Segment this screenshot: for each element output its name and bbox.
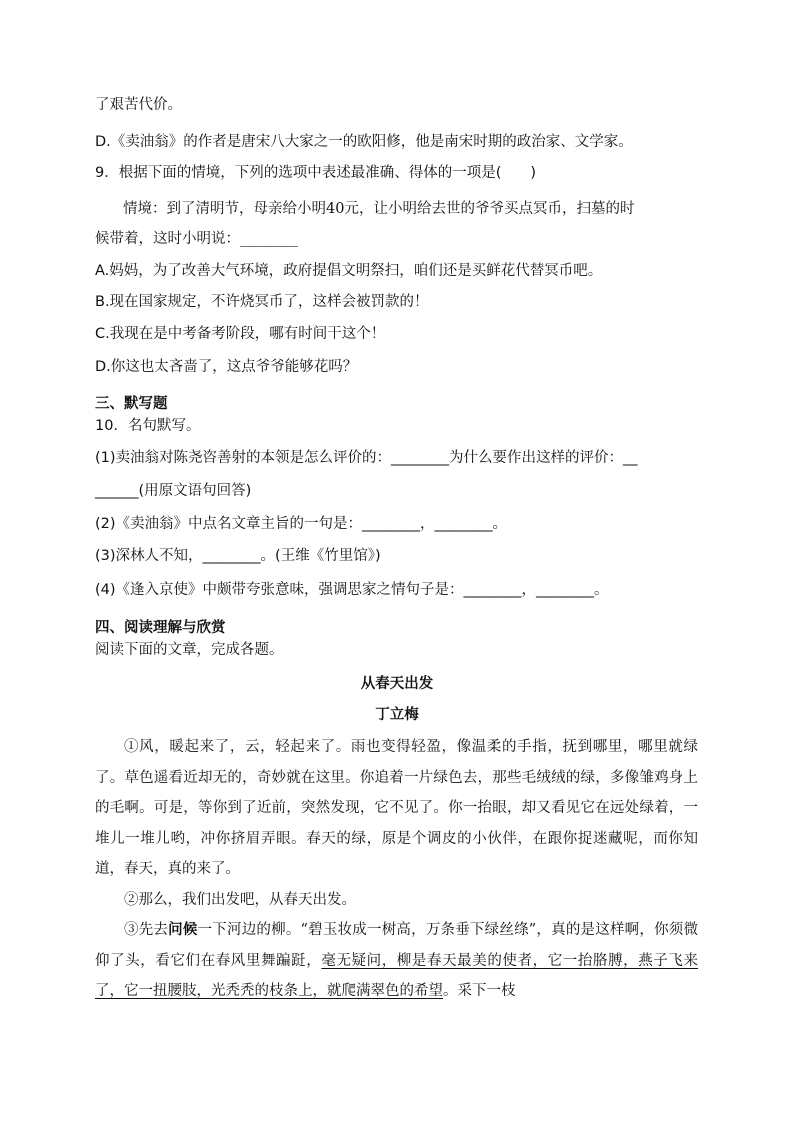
bolded-word: 问候	[168, 921, 198, 938]
article-paragraph-1: ①风，暖起来了，云，轻起来了。雨也变得轻盈，像温柔的手指，抚到哪里，哪里就绿了。草色遥看近却无的，奇妙就在这里。你追着一片绿色去，那些毛绒绒的绿，多像雏鸡身上的毛啊。可是，等你到了近前，突然发现，它不见了。你一抬眼，却又看见它在远处绿着，一堆儿一堆儿哟，冲你挤眉弄眼。春天的绿，原是个调皮的小伙伴，在跟你捉迷藏呢，而你知道，春天，真的来了。	[95, 739, 698, 877]
section-4-heading: 四、阅读理解与欣赏	[95, 620, 226, 636]
article-paragraph-2: ②那么，我们出发吧，从春天出发。	[124, 891, 356, 908]
q8-option-d: D.《卖油翁》的作者是唐宋八大家之一的欧阳修，他是南宋时期的政治家、文学家。	[95, 134, 633, 150]
section-4-instruction: 阅读下面的文章，完成各题。	[95, 642, 284, 658]
paragraph-3-text: 一下河边的柳。“碧玉妆成一树高，万条垂下绿丝绦”，真的是这样啊，你须微仰了头，看它们在春风里舞蹁跹，	[95, 922, 699, 969]
q9-stem: 9．根据下面的情境，下列的选项中表述最准确、得体的一项是( )	[95, 165, 537, 181]
article-paragraph-3	[95, 915, 698, 1007]
q9-context-line-2: 候带着，这时小明说：________	[95, 231, 298, 247]
q10-item-1-line-2: ______(用原文语句回答)	[95, 483, 252, 499]
q10-item-1-line-1: (1)卖油翁对陈尧咨善射的本领是怎么评价的：________为什么要作出这样的评价：__	[95, 450, 638, 466]
q9-option-a: A.妈妈，为了改善大气环境，政府提倡文明祭扫，咱们还是买鲜花代替冥币吧。	[95, 263, 603, 279]
q10-item-2: (2)《卖油翁》中点名文章主旨的一句是：________，________。	[95, 516, 508, 532]
paragraph-3-tail: 。采下一枝	[443, 983, 516, 999]
q10-title: 10．名句默写。	[95, 418, 201, 434]
article-author: 丁立梅	[375, 706, 419, 723]
article-body	[95, 732, 698, 1007]
q9-option-c: C.我现在是中考备考阶段，哪有时间干这个！	[95, 326, 386, 342]
q10-item-3: (3)深林人不知，________。(王维《竹里馆》)	[95, 548, 381, 564]
underlined-sentence: 毫无疑问，柳是春天最美的使者，它一抬胳膊，燕子飞来了，它一扭腰肢，光秃秃的枝条上，就爬满翠色的希望	[95, 952, 699, 999]
q8-continuation: 了艰苦代价。	[95, 97, 182, 113]
paragraph-3-lead: ③先去	[124, 922, 169, 938]
article-title: 从春天出发	[360, 675, 434, 692]
section-3-heading: 三、默写题	[95, 396, 168, 412]
q9-option-d: D.你这也太吝啬了，这点爷爷能够花吗？	[95, 359, 358, 375]
q10-item-4: (4)《逢入京使》中颇带夸张意味，强调思家之情句子是：________，________。	[95, 582, 609, 598]
q9-option-b: B.现在国家规定，不许烧冥币了，这样会被罚款的！	[95, 294, 429, 310]
q9-context-line-1: 情境：到了清明节，母亲给小明40元，让小明给去世的爷爷买点冥币，扫墓的时	[123, 201, 635, 217]
